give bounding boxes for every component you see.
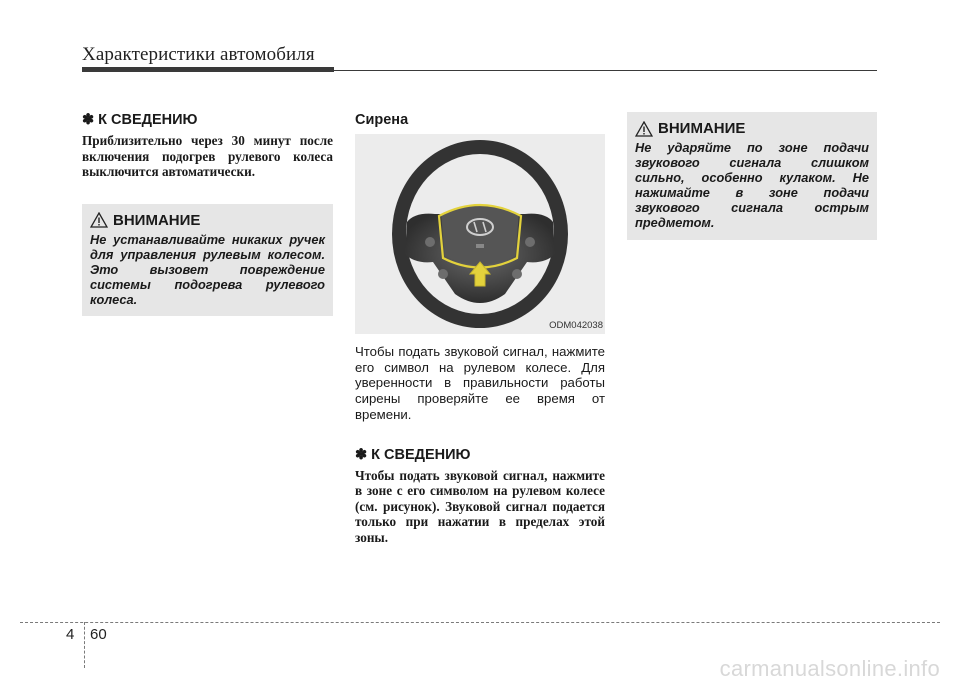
steering-wheel-figure: [355, 134, 605, 334]
warning-box: [82, 204, 333, 316]
horn-description: Чтобы подать звуковой сигнал, нажмите его символ на рулевом колесе. Для уверенности в правильности работы сирены проверяйте ее время от времени.: [355, 344, 605, 422]
header-rule-thick: [82, 67, 334, 72]
footer-dashed-separator: [84, 622, 85, 668]
info-text-horn: Чтобы подать звуковой сигнал, нажмите в зоне с его символом на рулевом колесе (см. рисунок). Звуковой сигнал подается только при нажатии в пределах этой зоны.: [355, 467, 605, 545]
info-heading-horn: [355, 447, 605, 463]
warning-box-horn: [627, 112, 877, 240]
warning-text: Не устанавливайте никаких ручек для управления рулевым колесом. Это вызовет повреждение системы подогрева рулевого колеса.: [90, 231, 325, 307]
column-right: [627, 112, 877, 240]
column-left: [82, 112, 333, 316]
warning-triangle-icon: [635, 121, 653, 137]
warning-heading: [635, 120, 869, 137]
info-heading-text: К СВЕДЕНИЮ: [371, 446, 471, 463]
info-text: Приблизительно через 30 минут после включения подогрев рулевого колеса выключится автоматически.: [82, 133, 333, 179]
warning-heading-text: ВНИМАНИЕ: [113, 211, 201, 229]
info-star-icon: ✽: [82, 112, 95, 128]
info-heading-text: К СВЕДЕНИЮ: [98, 112, 198, 128]
column-middle: [355, 112, 605, 545]
steering-wheel-illustration: [355, 134, 605, 334]
warning-triangle-icon: [90, 212, 108, 228]
info-heading: [82, 112, 333, 128]
section-title-horn: Сирена: [355, 112, 409, 128]
chapter-number: 4: [66, 626, 75, 643]
page-number: 60: [90, 626, 107, 643]
info-star-icon: ✽: [355, 446, 368, 463]
header-rule-thin: [334, 70, 877, 71]
warning-heading-text: ВНИМАНИЕ: [658, 120, 746, 137]
page-header-title: Характеристики автомобиля: [82, 44, 315, 65]
footer-dashed-rule: [20, 622, 940, 623]
warning-text-horn: Не ударяйте по зоне подачи звукового сигнала слишком сильно, особенно кулаком. Не нажимайте в зоне подачи звукового сигнала острым предметом.: [635, 140, 869, 230]
figure-code: ODM042038: [549, 320, 603, 331]
watermark-text: carmanualsonline.info: [719, 656, 940, 681]
warning-heading: [90, 212, 325, 229]
